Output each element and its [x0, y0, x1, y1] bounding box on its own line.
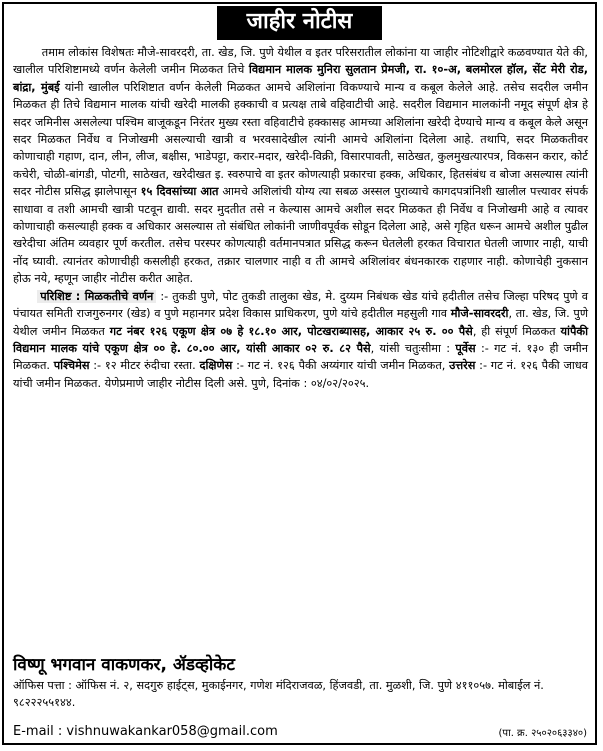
intro-text: तमाम लोकांस विशेषतः मौजे-सावरदरी, ता. खेड, जि. पुणे येथील व इतर परिसरातील लोकांना या जाहीर नोटिशीद्वारे कळवण्यात येते की, खालील परिशिष्टामध्ये वर्णन केलेली जमीन मिळकत तिचे	[13, 46, 589, 77]
email-address: E-mail : vishnuwakankar058@gmail.com	[13, 724, 278, 739]
reference-number: (पा. क्र. २५०२०६३३४०)	[498, 728, 587, 739]
notice-body	[13, 44, 588, 392]
location-text: , ता. खेड, जि. पुणे येथील जमीन मिळकत	[13, 307, 588, 338]
boundaries-intro: , यांसी चतुःसीमा :	[370, 341, 456, 355]
paragraph-main	[13, 44, 588, 288]
signature-block	[13, 653, 588, 711]
objection-deadline: १५ दिवसांच्या आत	[140, 185, 219, 199]
office-address: ऑफिस पत्ता : ऑफिस नं. २, सदगुरु हाईट्स, मुकाईनगर, गणेश मंदिराजवळ, हिंजवडी, ता. मुळशी, जि. पुणे ४११०५७. मोबाईल नं. ९८२२२५५१४४.	[13, 679, 544, 709]
schedule-label: परिशिष्ट : मिळकतीचे वर्णन	[37, 290, 156, 303]
east-boundary: :- गट नं. १३० ही जमीन मिळकत.	[13, 341, 588, 373]
public-notice	[2, 2, 597, 745]
village-name: मौजे-सावरदरी	[450, 307, 509, 321]
property-text: , ही संपूर्ण मिळकत	[472, 324, 561, 338]
title-bar	[4, 4, 595, 42]
schedule-intro: :- तुकडी पुणे, पोट तुकडी तालुका खेड, मे. दुय्यम निबंधक खेड यांचे हदीतील तसेच जिल्हा परिषद पुणे व पंचायत समिती राजगुरुनगर (खेड) व पुणे महानगर प्रदेश विकास प्राधिकरण, पुणे यांचे हदीतील महसुली गाव	[13, 289, 589, 321]
advocate-name: विष्णू भगवान वाकणकर, ॲडव्होकेट	[13, 655, 235, 675]
north-boundary: :- गट नं. १२६ पैकी जाधव यांची जमीन मिळकत. येणेप्रमाणे जाहीर नोटीस दिली असे. पुणे, दिनांक : ०४/०२/२०२५.	[13, 359, 588, 390]
north-label: उत्तरेस	[449, 359, 476, 373]
paragraph-schedule	[13, 288, 588, 392]
south-label: दक्षिणेस	[199, 359, 233, 373]
conditions-text: आमचे अशिलांची योग्य त्या सबळ अस्सल पुराव्याचे कागदपत्रांनिशी खालील पत्त्यावर संपर्क साधावा व तशी आमची खात्री पटवून द्यावी. सदर मुदतीत तसे न केल्यास आमचे अशील सदर मिळकत ही निर्वेध व निजोखमी आहे व त्यावर कोणाचाही कसल्याही हक्क व अधिकार असल्यास तो संबंधित लोकांनी जाणीवपूर्वक सोडून दिलेला आहे, असे गृहित धरून आमचे अशील पुढील खरेदीचा अंतिम व्यवहार पूर्ण करतील. तसेच परस्पर कोणत्याही वर्तमानपत्रात प्रसिद्ध करून घेतलेली हरकत विचारात घेतली जाणार नाही, याची नोंद घ्यावी. त्यानंतर कोणाचीही कसलीही हरकत, तक्रार चालणार नाही व ती आमचे अशिलांवर बंधनकारक राहणार नाही. कोणाचेही नुकसान होऊ नये, म्हणून जाहीर नोटीस करीत आहेत.	[13, 185, 588, 286]
notice-title: जाहीर नोटीस	[217, 6, 383, 40]
west-label: पश्चिमेस	[53, 359, 90, 373]
owner-share: यांपैकी विद्यमान मालक यांचे एकूण क्षेत्र ०० हे. ८०.०० आर, यांसी आकार ०२ रु. ८२ पैसे	[13, 324, 588, 355]
west-boundary: :- १२ मीटर रुंदीचा रस्ता.	[89, 359, 200, 373]
east-label: पूर्वेस	[455, 341, 476, 355]
south-boundary: :- गट नं. १२६ पैकी अय्यंगार यांची जमीन मिळकत,	[232, 359, 450, 373]
current-owner: विद्यमान मालक मुनिरा सुलतान प्रेमजी, रा. १०-अ, बलमोरल हॉल, सेंट मेरी रोड, बांद्रा, मुंबई	[13, 63, 588, 94]
survey-details: गट नंबर १२६ एकूण क्षेत्र ०७ हे १८.१० आर, पोटखराब्यासह, आकार २५ रु. ०० पैसे	[109, 324, 473, 338]
terms-text: यांनी खालील परिशिष्टात वर्णन केलेली मिळकत आमचे अशिलांना विकण्याचे मान्य व कबूल केलेले आहे. तसेच सदरील जमीन मिळकत ही तिचे विद्यमान मालक यांची खरेदी मालकी हक्काची व प्रत्यक्ष ताबे वहिवाटीची आहे. सदरील विद्यमान मालकांनी नमूद संपूर्ण क्षेत्र हे सदर जमिनीस असलेल्या पश्चिम बाजूकडून निरंतर मुख्य रस्ता वहिवाटीचे हक्कासह आमच्या अशिलांना खरेदी देण्याचे मान्य व कबूल केले असून सदर मिळकत निर्वेध व निजोखमी असल्याची खात्री व भरवसादेखील त्यांनी आमचे अशिलांना दिलेला आहे. तथापि, सदर मिळकतीवर कोणाचाही गहाण, दान, लीन, लीज, बक्षीस, भाडेपट्टा, करार-मदार, खरेदी-विक्री, विसारपावती, साठेखत, कुलमुखत्यारपत्र, विकसन करार, कोर्ट कचेरी, चोळी-बांगडी, पोटगी, साठेखत, खरेदीखत इ. स्वरुपाचे वा इतर कोणत्याही प्रकारचा हक्क, अधिकार, हितसंबंध व बोजा असल्यास त्यांनी सदर नोटीस प्रसिद्ध झालेपासून	[13, 80, 588, 199]
